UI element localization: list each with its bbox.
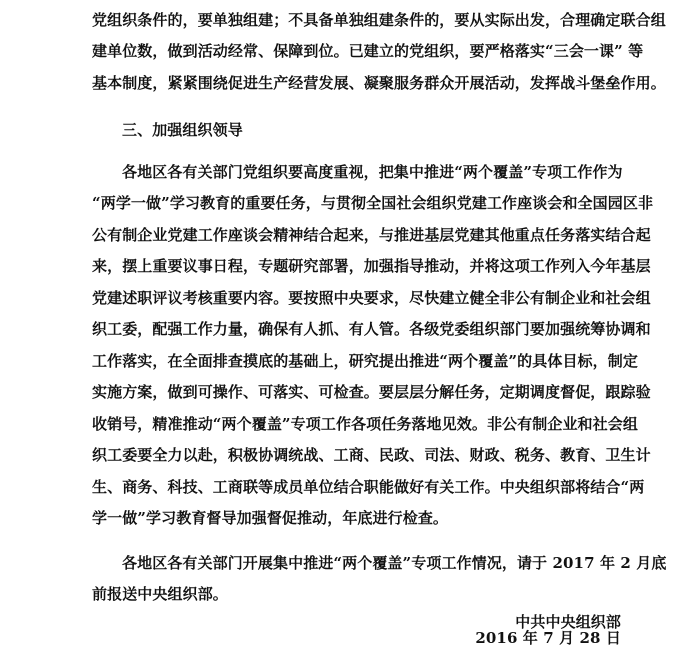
section-heading: 三、加强组织领导 [122,121,243,139]
para1-line-3: 公有制企业党建工作座谈会精神结合起来，与推进基层党建其他重点任务落实结合起 [92,226,651,244]
para1-line-10: 织工委要全力以赴，积极协调统战、工商、民政、司法、财政、税务、教育、卫生计 [92,446,651,464]
para1-line-9: 收销号，精准推动“两个覆盖”专项工作各项任务落地见效。非公有制企业和社会组 [92,415,638,433]
para1-line-8: 实施方案，做到可操作、可落实、可检查。要层层分解任务，定期调度督促，跟踪验 [92,383,651,401]
para1-line-5: 党建述职评议考核重要内容。要按照中央要求，尽快建立健全非公有制企业和社会组 [92,289,651,307]
intro-line-1: 党组织条件的，要单独组建；不具备单独组建条件的，要从实际出发，合理确定联合组 [92,11,666,29]
para1-line-4: 来，摆上重要议事日程，专题研究部署，加强指导推动，并将这项工作列入今年基层 [92,257,651,275]
para1-line-6: 织工委，配强工作力量，确保有人抓、有人管。各级党委组织部门要加强统筹协调和 [92,320,651,338]
intro-line-3: 基本制度，紧紧围绕促进生产经营发展、凝聚服务群众开展活动，发挥战斗堡垒作用。 [92,74,666,92]
para1-line-11: 生、商务、科技、工商联等成员单位结合职能做好有关工作。中央组织部将结合“两 [92,478,645,496]
intro-line-2: 建单位数，做到活动经常、保障到位。已建立的党组织，要严格落实“三会一课” 等 [92,42,644,60]
para1-line-2: “两学一做”学习教育的重要任务，与贯彻全国社会组织党建工作座谈会和全国园区非 [92,194,654,212]
para2-line-2: 前报送中央组织部。 [92,585,228,603]
para2-line-1: 各地区各有关部门开展集中推进“两个覆盖”专项工作情况，请于 2017 年 2 月底 [122,554,667,572]
para1-line-7: 工作落实，在全面排查摸底的基础上，研究提出推进“两个覆盖”的具体目标，制定 [92,352,638,370]
signature-organization: 中共中央组织部 [515,613,621,631]
para1-line-1: 各地区各有关部门党组织要高度重视，把集中推进“两个覆盖”专项工作作为 [122,163,623,181]
para1-line-12: 学一做”学习教育督导加强督促推动，年底进行检查。 [92,509,449,527]
signature-date: 2016 年 7 月 28 日 [475,629,621,647]
